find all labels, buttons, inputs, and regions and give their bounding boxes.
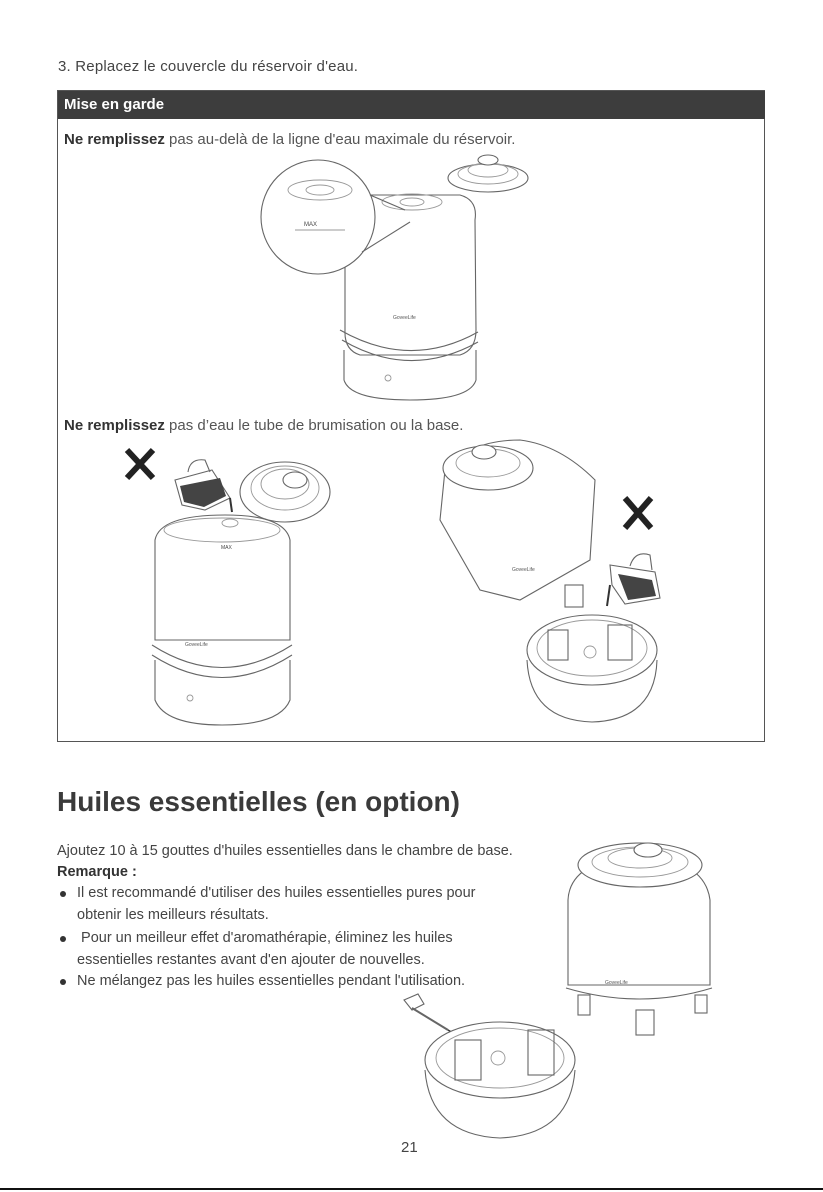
warning-bold: Ne remplissez [64, 131, 165, 148]
brand-label: GoveeLife [605, 980, 628, 986]
warning-bold: Ne remplissez [64, 417, 165, 434]
bullet-2-line-1: Pour un meilleur effet d'aromathérapie, éliminez les huiles [77, 930, 453, 946]
section-heading: Huiles essentielles (en option) [57, 786, 460, 817]
max-label: MAX [304, 222, 318, 228]
remark-label: Remarque : [57, 864, 137, 880]
max-label: MAX [221, 545, 232, 551]
page-number: 21 [401, 1139, 418, 1156]
brand-label: GoveeLife [185, 642, 208, 648]
brand-label: GoveeLife [512, 567, 535, 573]
warning-text: pas d’eau le tube de brumisation ou la base. [164, 417, 464, 434]
dropper-icon [404, 994, 458, 1036]
bullet-1-line-1: Il est recommandé d'utiliser des huiles essentielles pures pour [77, 885, 476, 901]
step-3-text: 3. Replacez le couvercle du réservoir d'eau. [58, 58, 359, 75]
bullet-1-line-2: obtenir les meilleurs résultats. [77, 907, 269, 923]
brand-label: GoveeLife [393, 315, 416, 321]
warning-text: pas au-delà de la ligne d'eau maximale du réservoir. [164, 131, 516, 148]
caution-title: Mise en garde [64, 96, 165, 113]
bullet-3-line-1: Ne mélangez pas les huiles essentielles pendant l'utilisation. [77, 973, 466, 989]
intro-text: Ajoutez 10 à 15 gouttes d'huiles essentielles dans le chambre de base. [57, 843, 513, 859]
bullet-2-line-2: essentielles restantes avant d'en ajouter de nouvelles. [77, 952, 425, 968]
footer-line [0, 1188, 823, 1190]
